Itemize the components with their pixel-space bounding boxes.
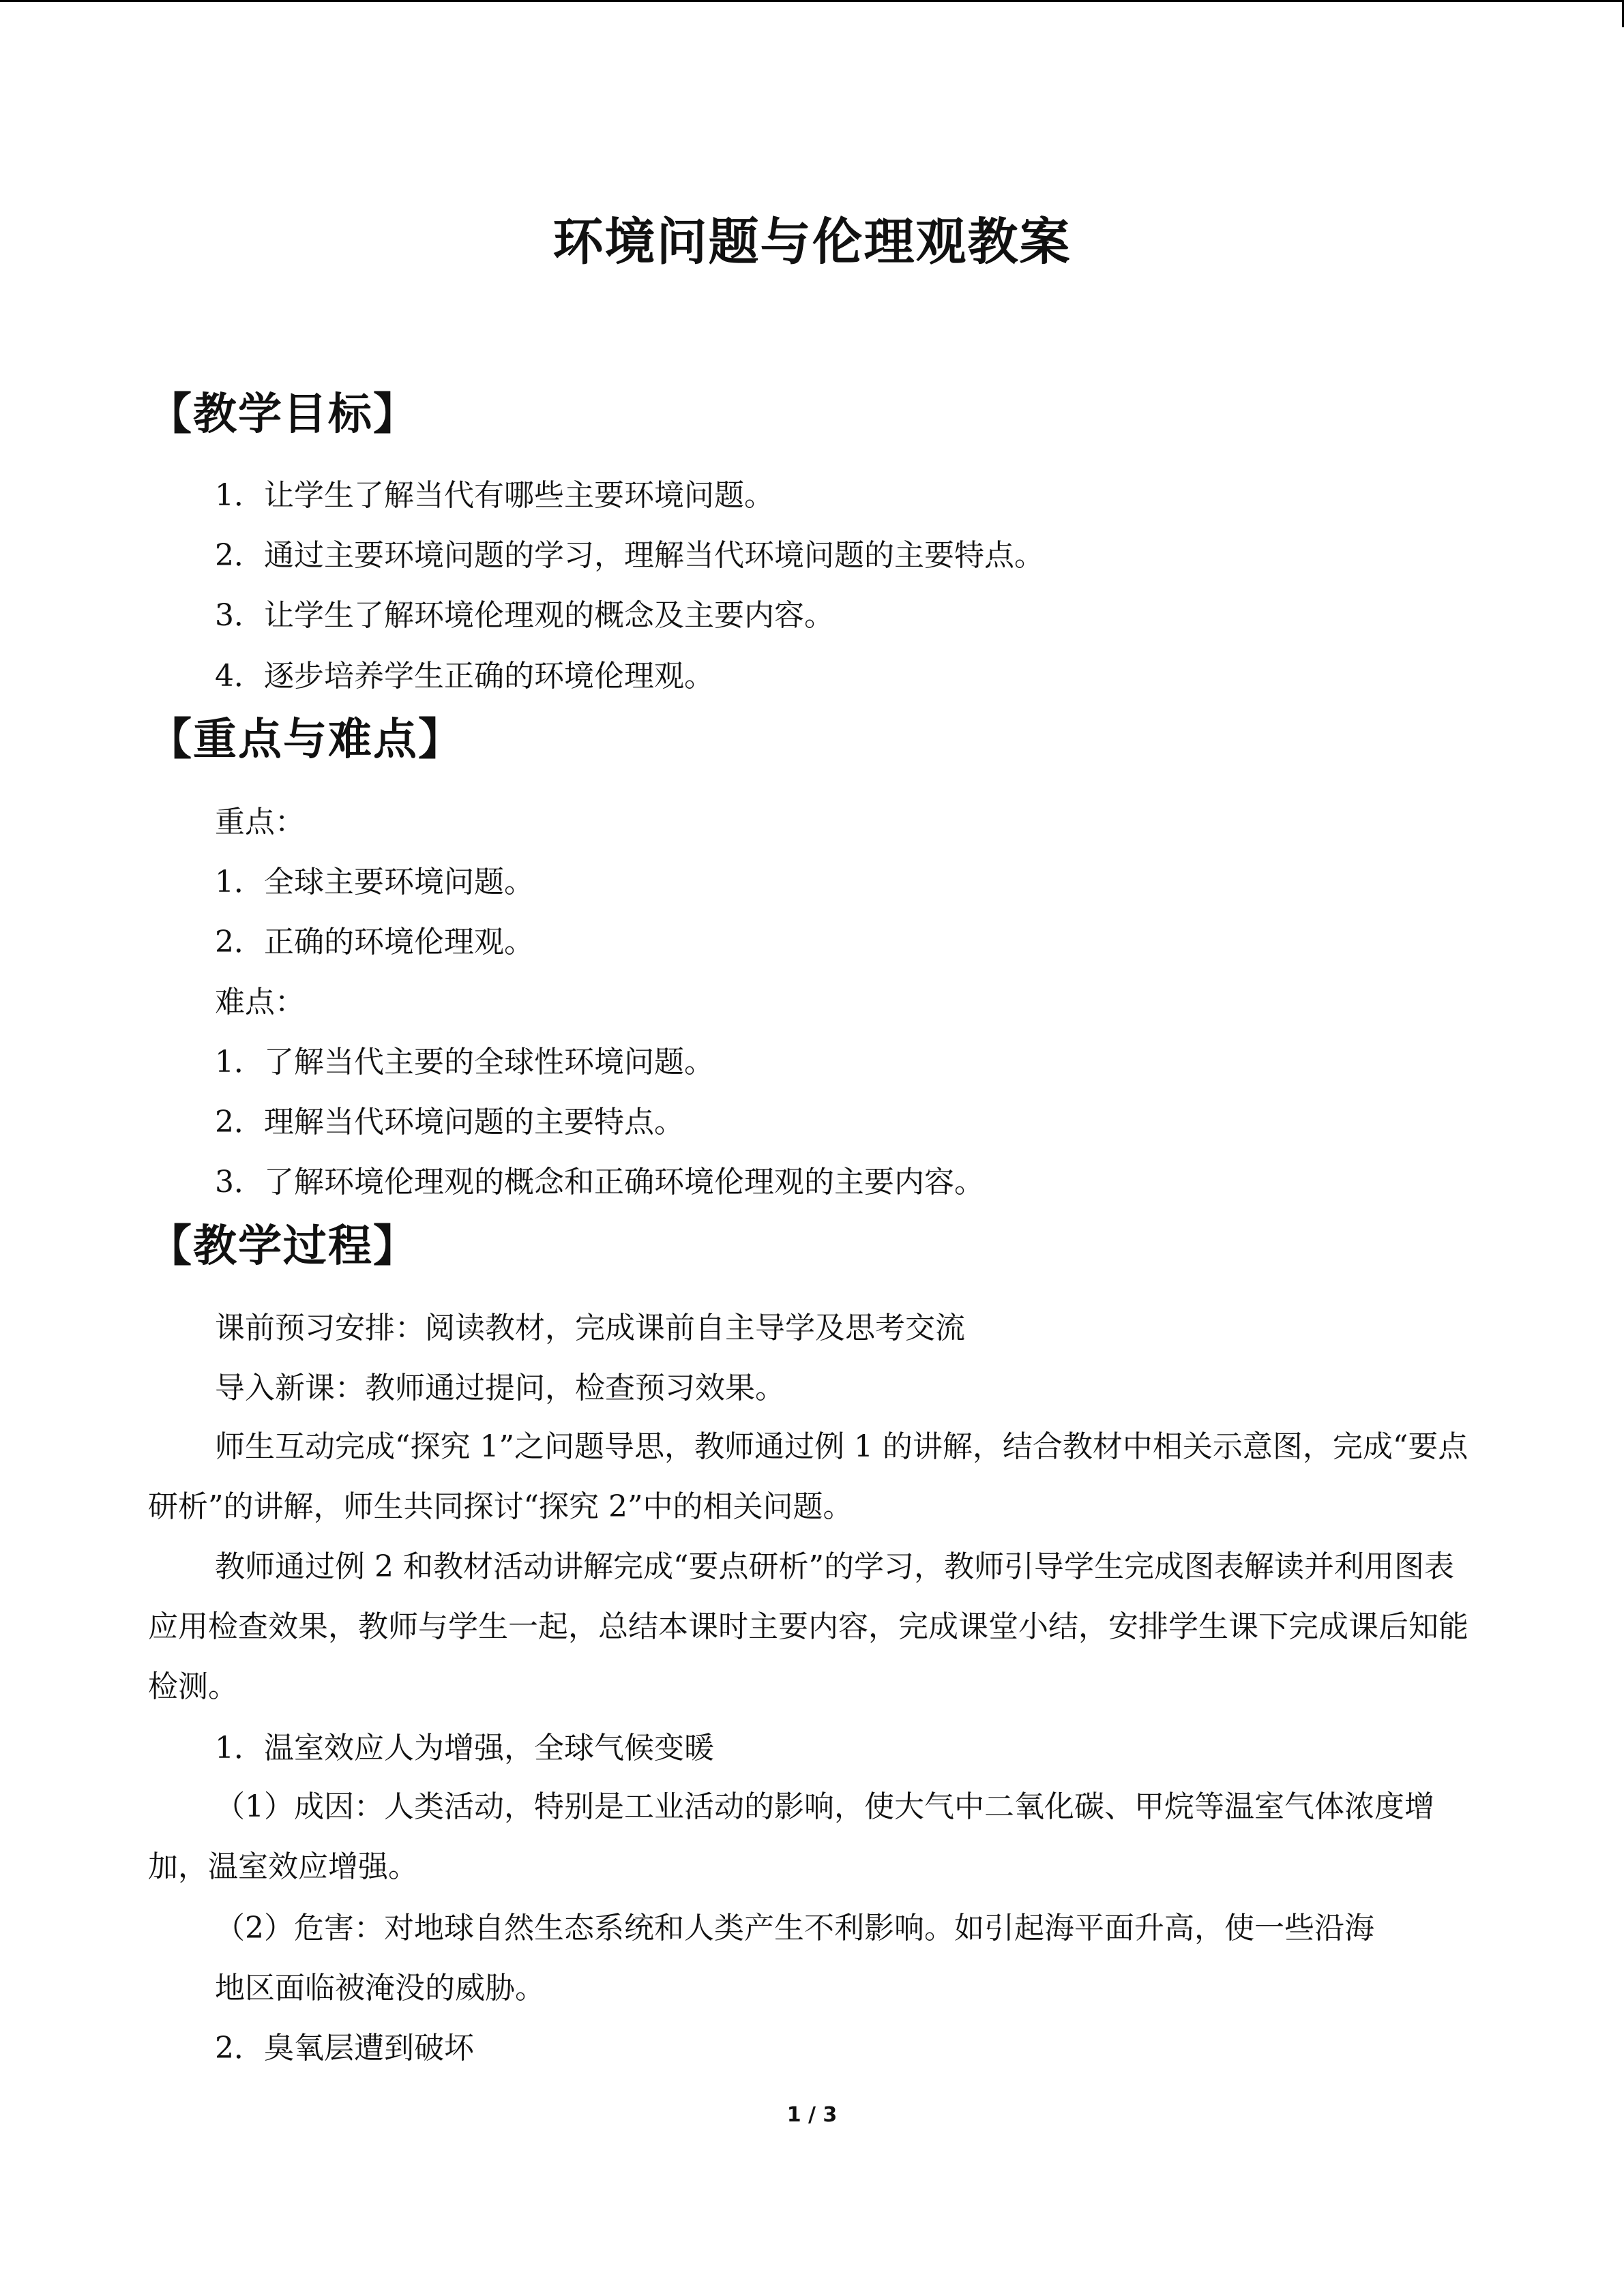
document-title: 环境问题与伦理观教案 bbox=[552, 213, 1072, 271]
process-paragraph: 2．臭氧层遭到破坏 bbox=[215, 2031, 474, 2066]
goal-item: 4．逐步培养学生正确的环境伦理观。 bbox=[215, 659, 714, 694]
difficult-item: 3．了解环境伦理观的概念和正确环境伦理观的主要内容。 bbox=[215, 1165, 984, 1199]
process-paragraph: （1）成因：人类活动，特别是工业活动的影响，使大气中二氧化碳、甲烷等温室气体浓度增加，温室效应增强。 bbox=[148, 1789, 1434, 1884]
goal-item: 2．通过主要环境问题的学习，理解当代环境问题的主要特点。 bbox=[215, 538, 1044, 573]
process-paragraph: 导入新课：教师通过提问，检查预习效果。 bbox=[215, 1371, 785, 1405]
section-heading-keypoints: 【重点与难点】 bbox=[148, 715, 463, 765]
difficult-item: 1．了解当代主要的全球性环境问题。 bbox=[215, 1045, 714, 1079]
difficult-label: 难点： bbox=[215, 985, 305, 1019]
process-paragraph: 课前预习安排：阅读教材，完成课前自主导学及思考交流 bbox=[215, 1311, 965, 1345]
goal-item: 3．让学生了解环境伦理观的概念及主要内容。 bbox=[215, 598, 834, 633]
goal-item: 1．让学生了解当代有哪些主要环境问题。 bbox=[215, 478, 774, 513]
process-paragraph: 教师通过例 2 和教材活动讲解完成“要点研析”的学习，教师引导学生完成图表解读并利用图表应用检查效果，教师与学生一起，总结本课时主要内容，完成课堂小结，安排学生课下完成课后知能检测。 bbox=[148, 1549, 1468, 1704]
process-paragraph: 1．温室效应人为增强，全球气候变暖 bbox=[215, 1731, 714, 1765]
process-paragraph: 师生互动完成“探究 1”之问题导思，教师通过例 1 的讲解，结合教材中相关示意图，完成“要点研析”的讲解，师生共同探讨“探究 2”中的相关问题。 bbox=[148, 1429, 1468, 1524]
page-number: 1 / 3 bbox=[786, 2103, 838, 2127]
process-paragraph: 地区面临被淹没的威胁。 bbox=[215, 1971, 545, 2006]
key-item: 1．全球主要环境问题。 bbox=[215, 865, 534, 899]
key-label: 重点： bbox=[215, 805, 305, 839]
difficult-item: 2．理解当代环境问题的主要特点。 bbox=[215, 1105, 684, 1139]
section-heading-goals: 【教学目标】 bbox=[148, 389, 418, 440]
process-paragraph: （2）危害：对地球自然生态系统和人类产生不利影响。如引起海平面升高，使一些沿海 bbox=[215, 1911, 1374, 1945]
key-item: 2．正确的环境伦理观。 bbox=[215, 925, 534, 959]
section-heading-process: 【教学过程】 bbox=[148, 1221, 418, 1272]
